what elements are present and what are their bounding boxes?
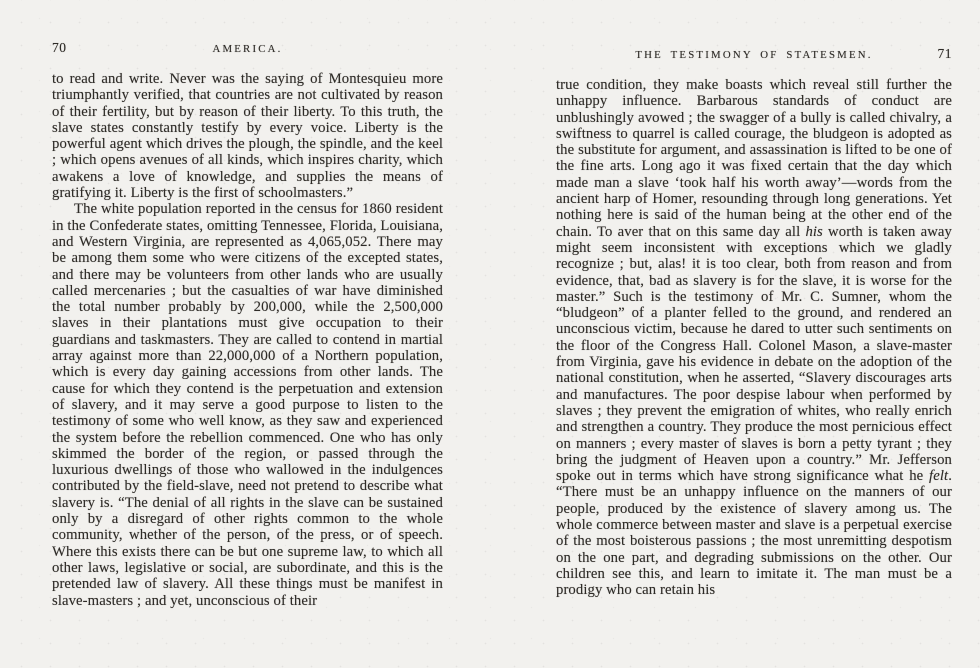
left-page-number: 70 — [52, 40, 67, 55]
right-page-header — [556, 46, 952, 62]
paragraph — [556, 77, 952, 599]
left-running-title: AMERICA. — [212, 43, 283, 55]
italic-text-run: felt — [929, 468, 949, 485]
paragraph — [52, 201, 443, 608]
right-page-number: 71 — [937, 46, 952, 61]
text-run: true condition, they make boasts which reveal still further the unhappy influence. Barbarous standards of conduct are unblushingly avowed ; the swagger of a bully is called chivalry, a swiftness to quarrel is called courage, the bludgeon is adopted as the substitute for argument, and assassination is lifted to be one of the fine arts. Long ago it was fixed certain that the day which made man a slave ‘took half his worth away’—words from the ancient harp of Homer, resounding through long generations. Yet nothing here is said of the human being at the other end of the chain. To aver that on this same day all — [556, 77, 952, 240]
italic-text-run: his — [805, 223, 823, 240]
left-page — [52, 40, 443, 609]
right-page-text — [556, 77, 952, 599]
text-run: The white population reported in the census for 1860 resident in the Confederate states, omitting Tennessee, Florida, Louisiana, and Western Virginia, are represented as 4,065,052. There may be among them some who were citizens of the excepted states, and there may be volunteers from other lands who are usually called mercenaries ; but the casualties of war have diminished the total number probably by 200,000, while the 2,500,000 slaves in their plantations must give occupation to their guardians and taskmasters. They are called to contend in martial array against more than 22,000,000 of a Northern population, which is every day gaining accessions from other lands. The cause for which they contend is the perpetuation and extension of slavery, and it may serve a good purpose to listen to the testimony of some who well know, as they saw and experienced the system before the rebellion commenced. One who has only skimmed the border of the region, or passed through the luxurious dwellings of those who wallowed in the indulgences contributed by the field-slave, need not pretend to describe what slavery is. “The denial of all rights in the slave can be sustained only by a disregard of other rights common to the whole community, whether of the person, of the press, or of speech. Where this exists there can be but one supreme law, to which all other laws, legislative or social, are subordinate, and this is the pretended law of slavery. All these things must be manifest in slave-masters ; and yet, unconscious of their — [52, 201, 443, 609]
text-run: to read and write. Never was the saying of Montesquieu more triumphantly verified, that countries are not cultivated by reason of their fertility, but by reason of their liberty. To this truth, the slave states constantly testify by every voice. Liberty is the powerful agent which drives the plough, the spindle, and the keel ; which opens avenues of all kinds, which inspires charity, which awakens a love of knowledge, and supplies the means of gratifying it. Liberty is the first of schoolmasters.” — [52, 71, 443, 202]
text-run: . “There must be an unhappy influence on the manners of our people, produced by the existence of slavery among us. The whole commerce between master and slave is a perpetual exercise of the most boisterous passions ; the most unremitting despotism on the one part, and degrading submissions on the other. Our children see this, and learn to imitate it. The man must be a prodigy who can retain his — [556, 468, 952, 599]
right-page — [556, 46, 952, 599]
left-page-text — [52, 71, 443, 609]
text-run: worth is taken away might seem inconsistent with exceptions which we gladly recognize ; but, alas! it is too clear, both from reason and from evidence, that, bad as slavery is for the slave, it is worse for the master.” Such is the testimony of Mr. C. Sumner, whom the “bludgeon” of a planter felled to the ground, and rendered an unconscious victim, because he dared to utter such sentiments on the floor of the Congress Hall. Colonel Mason, a slave-master from Virginia, gave his evidence in debate on the adoption of the national constitution, when he asserted, “Slavery discourages arts and manufactures. The poor despise labour when performed by slaves ; they prevent the emigration of whites, who really enrich and strengthen a country. They produce the most pernicious effect on manners ; every master of slaves is born a petty tyrant ; they bring the judgment of Heaven upon a country.” Mr. Jefferson spoke out in terms which have strong significance what he — [556, 223, 952, 485]
paragraph — [52, 71, 443, 201]
left-page-header — [52, 40, 443, 56]
right-running-title: THE TESTIMONY OF STATESMEN. — [635, 49, 873, 61]
